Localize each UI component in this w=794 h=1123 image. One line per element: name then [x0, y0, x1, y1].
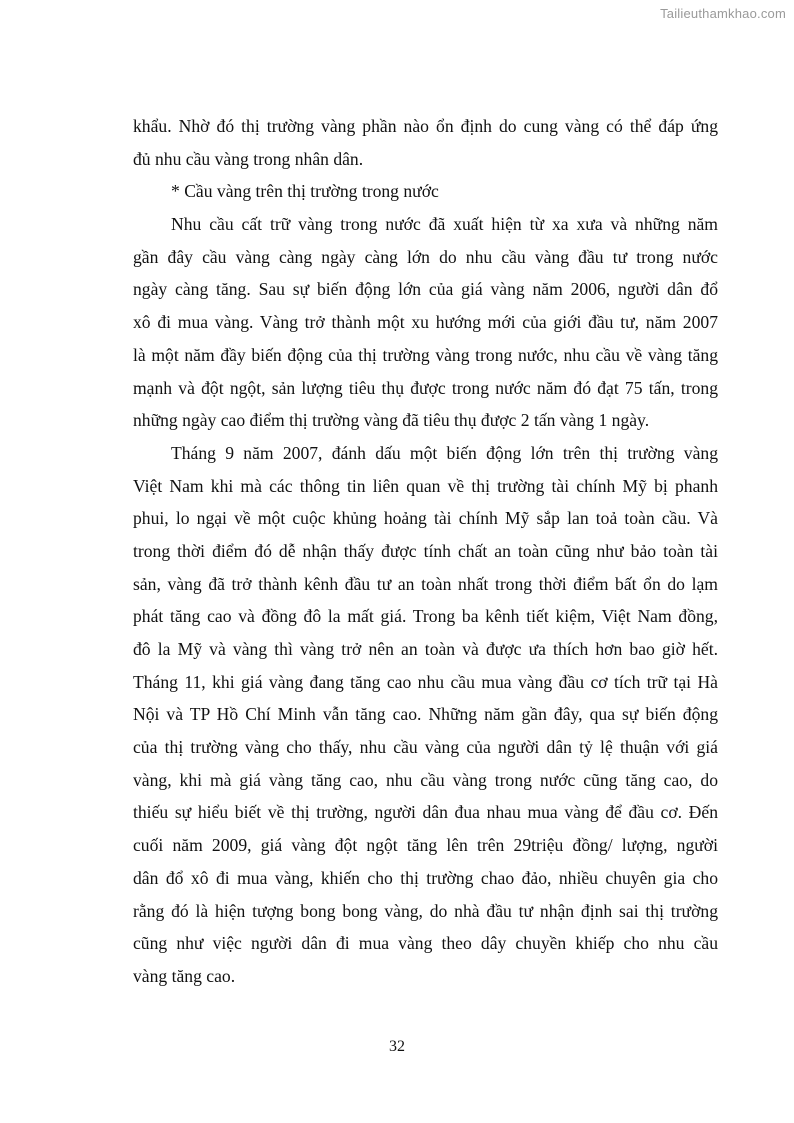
text-line: xô đi mua vàng. Vàng trở thành một xu hướng mới của giới đầu tư, năm 2007: [133, 312, 718, 333]
text-line: vàng, khi mà giá vàng tăng cao, nhu cầu vàng trong nước cũng tăng cao, do: [133, 769, 718, 790]
text-line: phát tăng cao và đồng đô la mất giá. Trong ba kênh tiết kiệm, Việt Nam đồng,: [133, 606, 718, 627]
page-number: 32: [389, 1038, 405, 1055]
text-line: Nội và TP Hồ Chí Minh vẫn tăng cao. Những năm gần đây, qua sự biến động: [133, 704, 718, 725]
text-line: những ngày cao điểm thị trường vàng đã tiêu thụ được 2 tấn vàng 1 ngày.: [133, 410, 650, 431]
text-line: ngày càng tăng. Sau sự biến động lớn của giá vàng năm 2006, người dân đổ: [133, 279, 718, 300]
text-line: cuối năm 2009, giá vàng đột ngột tăng lên trên 29triệu đồng/ lượng, người: [133, 835, 718, 856]
text-line: mạnh và đột ngột, sản lượng tiêu thụ được trong nước năm đó đạt 75 tấn, trong: [133, 377, 718, 398]
text-line: đô la Mỹ và vàng thì vàng trở nên an toàn và được ưa thích hơn bao giờ hết.: [133, 639, 718, 659]
document-body: [133, 110, 718, 993]
text-line: Tháng 11, khi giá vàng đang tăng cao nhu cầu mua vàng đầu cơ tích trữ tại Hà: [133, 671, 718, 692]
text-line: gần đây cầu vàng càng ngày càng lớn do nhu cầu vàng đầu tư trong nước: [133, 246, 718, 267]
text-line: Việt Nam khi mà các thông tin liên quan về thị trường tài chính Mỹ bị phanh: [133, 475, 718, 496]
section-heading: * Cầu vàng trên thị trường trong nước: [171, 181, 439, 202]
text-line: rằng đó là hiện tượng bong bong vàng, do nhà đầu tư nhận định sai thị trường: [133, 900, 718, 921]
text-line: của thị trường vàng cho thấy, nhu cầu vàng của người dân tỷ lệ thuận với giá: [133, 737, 718, 758]
text-line: trong thời điểm đó dễ nhận thấy được tính chất an toàn cũng như bảo toàn tài: [133, 540, 718, 561]
text-line: thiếu sự hiểu biết về thị trường, người dân đua nhau mua vàng để đầu cơ. Đến: [133, 802, 718, 823]
text-line: đủ nhu cầu vàng trong nhân dân.: [133, 148, 364, 169]
text-line: phui, lo ngại về một cuộc khủng hoảng tài chính Mỹ sắp lan toả toàn cầu. Và: [133, 508, 718, 529]
text-line: khẩu. Nhờ đó thị trường vàng phần nào ổn định do cung vàng có thể đáp ứng: [133, 116, 718, 136]
watermark: Tailieuthamkhao.com: [660, 6, 786, 21]
text-line: sản, vàng đã trở thành kênh đầu tư an toàn nhất trong thời điểm bất ổn do lạm: [133, 573, 718, 594]
text-line: cũng như việc người dân đi mua vàng theo dây chuyền khiếp cho nhu cầu: [133, 933, 718, 954]
text-line: là một năm đầy biến động của thị trường vàng trong nước, nhu cầu về vàng tăng: [133, 344, 718, 365]
text-line: vàng tăng cao.: [133, 965, 236, 986]
text-line: Nhu cầu cất trữ vàng trong nước đã xuất hiện từ xa xưa và những năm: [171, 214, 718, 235]
text-line: Tháng 9 năm 2007, đánh dấu một biến động lớn trên thị trường vàng: [171, 442, 718, 463]
text-line: dân đổ xô đi mua vàng, khiến cho thị trường chao đảo, nhiều chuyên gia cho: [133, 867, 718, 888]
